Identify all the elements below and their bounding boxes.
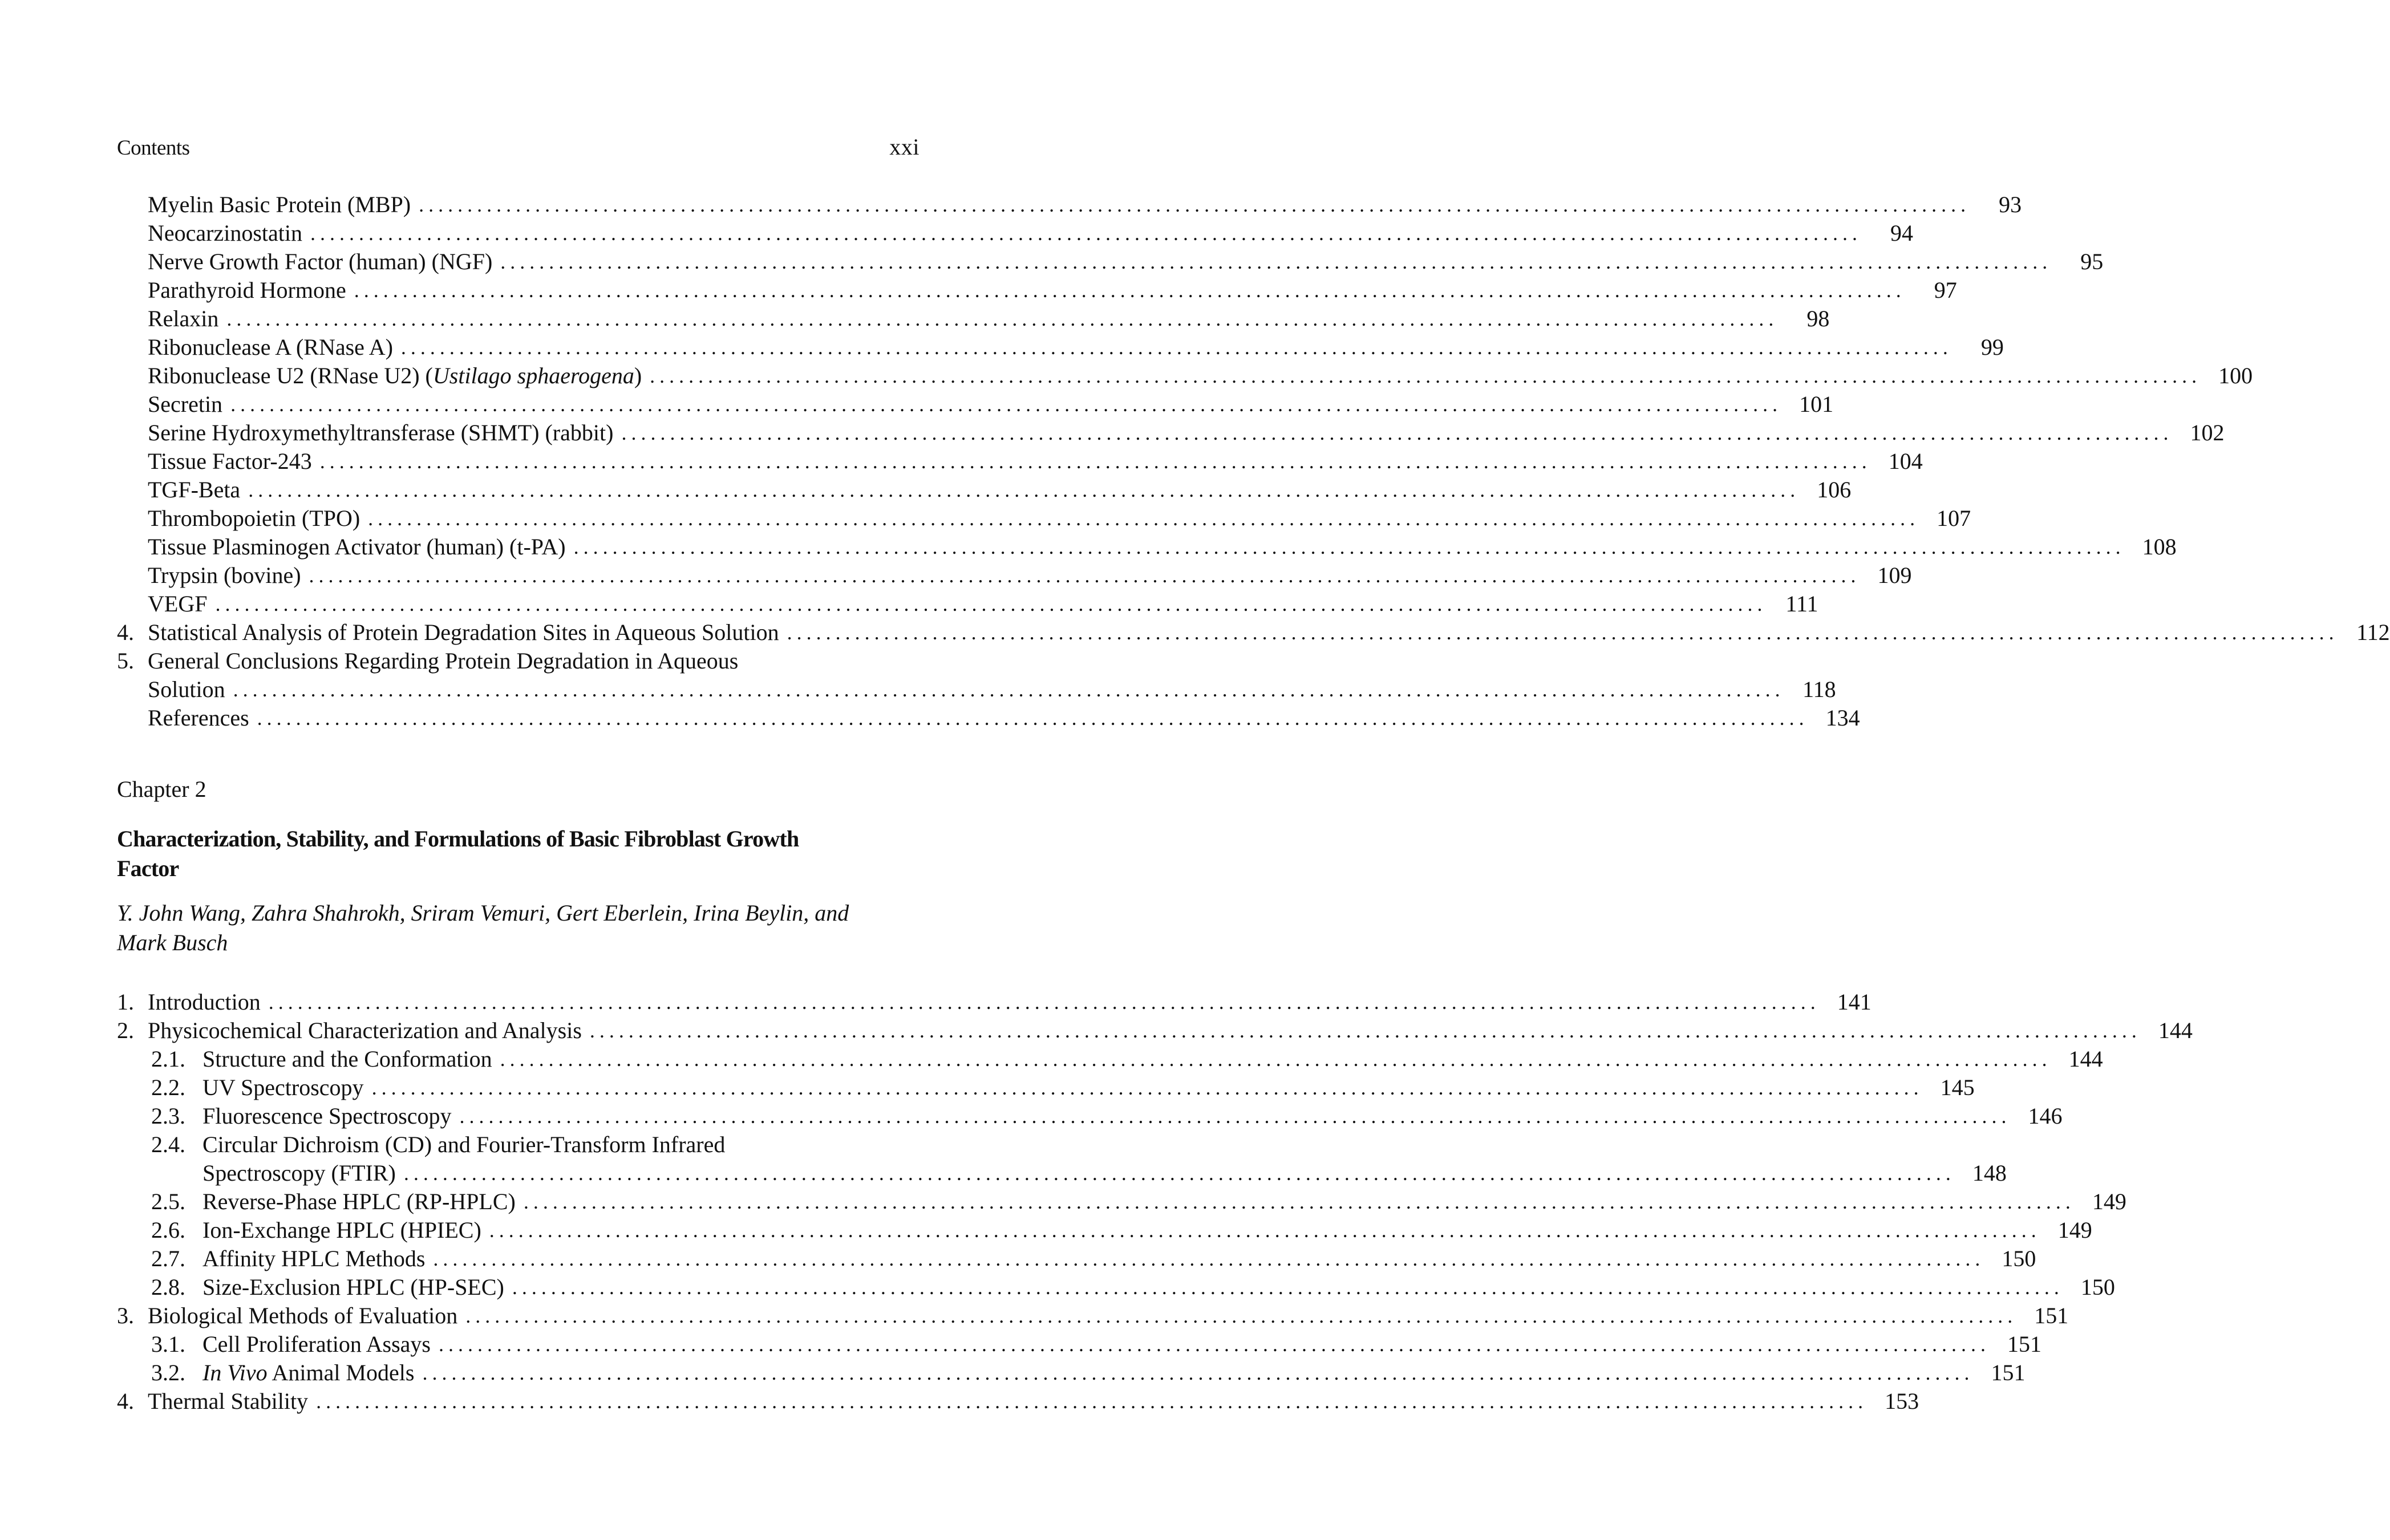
toc-entry-text: Fluorescence Spectroscopy <box>202 1103 452 1129</box>
toc-entry-label <box>202 1103 452 1129</box>
toc-entry-text: Trypsin (bovine) <box>148 562 301 588</box>
toc-entry-number: 5. <box>117 648 134 674</box>
dot-leader: ................................................................................................................................................................ <box>226 307 1779 330</box>
toc-entry-page: 151 <box>1991 1360 2026 1385</box>
toc-entry-text: Biological Methods of Evaluation <box>148 1303 458 1328</box>
toc-entry[interactable] <box>117 703 1860 731</box>
toc-entry-label <box>202 1189 516 1215</box>
dot-leader: ................................................................................................................................................................ <box>465 1304 2018 1327</box>
toc-entry[interactable] <box>117 303 1830 332</box>
toc-entry-label <box>148 477 240 503</box>
toc-entry-page: 118 <box>1802 676 1836 702</box>
toc-entry-page: 107 <box>1937 505 1971 531</box>
toc-entry-number: 2.8. <box>151 1274 185 1300</box>
toc-entry-page: 151 <box>2007 1331 2041 1357</box>
toc-entry-number: 2.4. <box>151 1132 185 1157</box>
toc-entry[interactable] <box>117 189 2022 218</box>
toc-entry-number: 2. <box>117 1018 134 1043</box>
toc-entry[interactable] <box>117 475 1852 503</box>
toc-entry-page: 151 <box>2034 1303 2069 1328</box>
toc-entry[interactable] <box>117 1129 919 1158</box>
toc-entry[interactable] <box>117 1186 2126 1215</box>
toc-entry-label <box>148 676 225 703</box>
dot-leader: ................................................................................................................................................................ <box>438 1333 1990 1356</box>
dot-leader: ................................................................................................................................................................ <box>403 1162 1955 1185</box>
toc-entry-page: 98 <box>1806 306 1830 331</box>
dot-leader: ................................................................................................................................................................ <box>354 279 1906 302</box>
dot-leader: ................................................................................................................................................................ <box>459 1105 2011 1128</box>
toc-entry-page: 108 <box>2142 534 2177 560</box>
toc-entry-number: 2.1. <box>151 1046 185 1072</box>
toc-entry-text: Spectroscopy (FTIR) <box>202 1160 396 1186</box>
chapter-label: Chapter 2 <box>117 776 206 802</box>
toc-entry-page: 150 <box>2080 1274 2115 1300</box>
toc-entry-label <box>202 1331 431 1357</box>
dot-leader: ................................................................................................................................................................ <box>230 393 1783 416</box>
toc-entry[interactable] <box>117 674 1836 703</box>
toc-entry-page: 104 <box>1888 448 1923 474</box>
toc-entry-label <box>148 534 566 560</box>
toc-entry-text: Thermal Stability <box>148 1388 309 1414</box>
toc-entry-label <box>148 220 302 246</box>
toc-entry-text: Parathyroid Hormone <box>148 277 346 303</box>
toc-entry-text: Statistical Analysis of Protein Degradation Sites in Aqueous Solution <box>148 619 779 645</box>
toc-entry-label <box>148 1388 308 1415</box>
dot-leader: ................................................................................................................................................................ <box>215 593 1767 615</box>
toc-entry[interactable] <box>117 1272 2115 1300</box>
toc-entry-number: 2.2. <box>151 1075 185 1100</box>
toc-entry[interactable] <box>117 1357 2026 1386</box>
toc-entry-number: 2.5. <box>151 1189 185 1214</box>
toc-entry[interactable] <box>117 560 1912 589</box>
toc-entry[interactable] <box>117 987 1872 1015</box>
toc-entry-number: 3.1. <box>151 1331 185 1357</box>
dot-leader: ................................................................................................................................................................ <box>368 507 1920 530</box>
toc-entry-text: Circular Dichroism (CD) and Fourier-Transform Infrared <box>202 1132 726 1157</box>
toc-entry-page: 109 <box>1877 562 1912 588</box>
toc-entry[interactable] <box>117 589 1818 617</box>
toc-entry[interactable] <box>117 275 1957 303</box>
toc-entry-text: General Conclusions Regarding Protein Degradation in Aqueous <box>148 648 739 674</box>
dot-leader: ................................................................................................................................................................ <box>422 1361 1974 1384</box>
toc-entry-text: Tissue Plasminogen Activator (human) (t-PA) <box>148 534 566 560</box>
toc-entry-number: 3. <box>117 1303 134 1328</box>
chapter-title: Characterization, Stability, and Formulations of Basic Fibroblast Growth Factor <box>117 826 799 881</box>
toc-entry[interactable] <box>117 360 2253 389</box>
toc-entry-page: 97 <box>1934 277 1957 303</box>
toc-entry-label <box>148 1018 582 1044</box>
toc-entry-text: Myelin Basic Protein (MBP) <box>148 192 411 217</box>
toc-entry[interactable] <box>117 246 2104 275</box>
dot-leader: ................................................................................................................................................................ <box>489 1219 2041 1242</box>
toc-entry[interactable] <box>117 532 2177 560</box>
dot-leader: ................................................................................................................................................................ <box>316 1390 1868 1413</box>
chapter-authors: Y. John Wang, Zahra Shahrokh, Sriram Vemuri, Gert Eberlein, Irina Beylin, and Mark Busch <box>117 900 849 955</box>
toc-entry-label <box>202 1132 725 1158</box>
toc-entry-text: Physicochemical Characterization and Analysis <box>148 1018 582 1043</box>
toc-entry[interactable] <box>117 1215 2092 1243</box>
toc-entry[interactable] <box>117 1243 2036 1272</box>
toc-entry-number: 1. <box>117 989 134 1015</box>
dot-leader: ................................................................................................................................................................ <box>621 422 2173 444</box>
toc-entry-page: 149 <box>2057 1217 2092 1243</box>
toc-entry-label <box>202 1360 414 1386</box>
dot-leader: ................................................................................................................................................................ <box>500 1048 2052 1071</box>
toc-entry-page: 150 <box>2002 1246 2036 1271</box>
toc-list-chapter-2 <box>117 987 2193 1415</box>
toc-entry-label <box>148 505 360 532</box>
toc-entry-text: References <box>148 705 249 731</box>
toc-entry[interactable] <box>117 1329 2041 1357</box>
toc-entry-text: Thrombopoietin (TPO) <box>148 505 360 531</box>
toc-entry-text: Ion-Exchange HPLC (HPIEC) <box>202 1217 481 1243</box>
page-number: xxi <box>889 134 919 160</box>
toc-entry-label <box>202 1274 504 1300</box>
toc-entry-page: 106 <box>1817 477 1852 502</box>
toc-entry-number: 4. <box>117 1388 134 1414</box>
dot-leader: ................................................................................................................................................................ <box>233 678 1785 701</box>
toc-entry-text: Structure and the Conformation <box>202 1046 492 1072</box>
dot-leader: ................................................................................................................................................................ <box>319 450 1872 473</box>
toc-entry[interactable] <box>117 503 1971 532</box>
toc-entry-page: 93 <box>1999 192 2022 217</box>
dot-leader: ................................................................................................................................................................ <box>573 536 2125 558</box>
toc-entry[interactable] <box>117 617 2390 646</box>
toc-entry-page: 101 <box>1799 391 1834 417</box>
toc-entry-page: 99 <box>1980 334 2004 360</box>
running-head-title: Contents <box>117 136 190 160</box>
toc-entry-label <box>202 1246 425 1272</box>
toc-entry-page: 102 <box>2190 420 2225 445</box>
toc-entry-number: 3.2. <box>151 1360 185 1385</box>
toc-entry-page: 111 <box>1785 591 1818 617</box>
dot-leader: ................................................................................................................................................................ <box>400 336 1952 359</box>
toc-entry-number: 4. <box>117 619 134 645</box>
toc-entry-text: Introduction <box>148 989 261 1015</box>
toc-entry[interactable] <box>117 446 1923 475</box>
toc-entry-label <box>148 619 779 646</box>
dot-leader: ................................................................................................................................................................ <box>248 479 1800 501</box>
toc-entry-text: TGF-Beta <box>148 477 241 502</box>
toc-entry[interactable] <box>117 1072 1975 1101</box>
toc-entry-text: Reverse-Phase HPLC (RP-HPLC) <box>202 1189 516 1214</box>
toc-entry-label <box>148 648 738 674</box>
dot-leader: ................................................................................................................................................................ <box>309 564 1861 587</box>
toc-entry-text: UV Spectroscopy <box>202 1075 364 1100</box>
toc-entry-label <box>148 705 249 731</box>
toc-entry-label <box>148 306 218 332</box>
toc-entry[interactable] <box>117 1158 2007 1186</box>
toc-entry-text: Tissue Factor-243 <box>148 448 312 474</box>
toc-entry-label <box>148 277 346 303</box>
toc-entry[interactable] <box>117 418 2225 446</box>
toc-entry-page: 100 <box>2218 363 2253 388</box>
toc-entry-label <box>202 1046 492 1072</box>
toc-entry[interactable] <box>117 218 1913 246</box>
toc-entry-text: VEGF <box>148 591 208 617</box>
toc-entry-label <box>148 1303 457 1329</box>
toc-entry-page: 134 <box>1825 705 1860 731</box>
toc-entry-page: 141 <box>1837 989 1872 1015</box>
toc-entry[interactable] <box>117 1300 2069 1329</box>
toc-entry-text: Size-Exclusion HPLC (HP-SEC) <box>202 1274 504 1300</box>
toc-entry-label <box>202 1217 481 1243</box>
toc-entry-label <box>148 448 312 475</box>
toc-entry-label: Ribonuclease U2 (RNase U2) (Ustilago sphaerogena) <box>148 363 642 388</box>
toc-entry-italic: Ustilago sphaerogena <box>432 363 634 388</box>
dot-leader: ................................................................................................................................................................ <box>500 250 2052 273</box>
dot-leader: ................................................................................................................................................................ <box>419 193 1971 216</box>
dot-leader: ................................................................................................................................................................ <box>589 1019 2141 1042</box>
toc-entry-text: Ribonuclease A (RNase A) <box>148 334 393 360</box>
toc-entry-text: Nerve Growth Factor (human) (NGF) <box>148 249 493 274</box>
toc-entry-text: Solution <box>148 676 225 702</box>
toc-entry-text: Secretin <box>148 391 223 417</box>
dot-leader: ................................................................................................................................................................ <box>512 1276 2064 1299</box>
dot-leader: ................................................................................................................................................................ <box>257 707 1809 730</box>
toc-entry-text: Relaxin <box>148 306 219 331</box>
toc-entry-label <box>148 249 492 275</box>
toc-entry-page: 146 <box>2028 1103 2063 1129</box>
dot-leader: ................................................................................................................................................................ <box>310 222 1862 245</box>
toc-entry-page: 94 <box>1890 220 1913 246</box>
dot-leader: ................................................................................................................................................................ <box>268 991 1820 1014</box>
toc-entry[interactable] <box>117 1386 1919 1415</box>
toc-entry-number: 2.7. <box>151 1246 185 1271</box>
dot-leader: ................................................................................................................................................................ <box>787 621 2339 644</box>
toc-entry-text: Cell Proliferation Assays <box>202 1331 431 1357</box>
toc-entry[interactable] <box>117 332 2004 360</box>
toc-entry[interactable] <box>117 389 1834 418</box>
running-head <box>117 133 919 160</box>
toc-entry[interactable] <box>117 1015 2193 1044</box>
toc-entry-page: 144 <box>2068 1046 2103 1072</box>
toc-entry-label <box>148 192 411 218</box>
toc-entry[interactable] <box>117 1101 2063 1129</box>
toc-entry-text: Affinity HPLC Methods <box>202 1246 426 1271</box>
toc-entry-page: 149 <box>2092 1189 2126 1214</box>
toc-entry-label <box>202 1075 364 1101</box>
toc-entry-page: 144 <box>2158 1018 2193 1043</box>
dot-leader: ................................................................................................................................................................ <box>523 1190 2075 1213</box>
toc-entry-page: 95 <box>2080 249 2104 274</box>
toc-entry-label <box>148 334 393 360</box>
toc-entry[interactable] <box>117 1044 2103 1072</box>
toc-entry-label <box>148 591 207 617</box>
toc-entry-number: 2.6. <box>151 1217 185 1243</box>
toc-entry-page: 112 <box>2356 619 2390 645</box>
toc-entry-page: 145 <box>1940 1075 1975 1100</box>
toc-entry-text: Serine Hydroxymethyltransferase (SHMT) (rabbit) <box>148 420 614 445</box>
dot-leader: ................................................................................................................................................................ <box>650 364 2202 387</box>
toc-entry-text: Animal Models <box>272 1360 415 1385</box>
dot-leader: ................................................................................................................................................................ <box>433 1247 1985 1270</box>
toc-entry-label <box>148 420 613 446</box>
toc-entry-label <box>148 562 301 589</box>
toc-entry-label <box>202 1160 396 1186</box>
toc-list-chapter-1-tail <box>117 189 2390 731</box>
toc-entry-page: 153 <box>1885 1388 1919 1414</box>
toc-entry[interactable] <box>117 646 919 674</box>
toc-entry-italic: In Vivo <box>202 1360 268 1385</box>
toc-entry-number: 2.3. <box>151 1103 185 1129</box>
toc-entry-label <box>148 989 261 1015</box>
dot-leader: ................................................................................................................................................................ <box>371 1076 1923 1099</box>
toc-entry-text: Ribonuclease U2 (RNase U2) <box>148 363 420 388</box>
toc-entry-label <box>148 391 222 418</box>
toc-entry-page: 148 <box>1972 1160 2007 1186</box>
toc-entry-text: Neocarzinostatin <box>148 220 302 246</box>
